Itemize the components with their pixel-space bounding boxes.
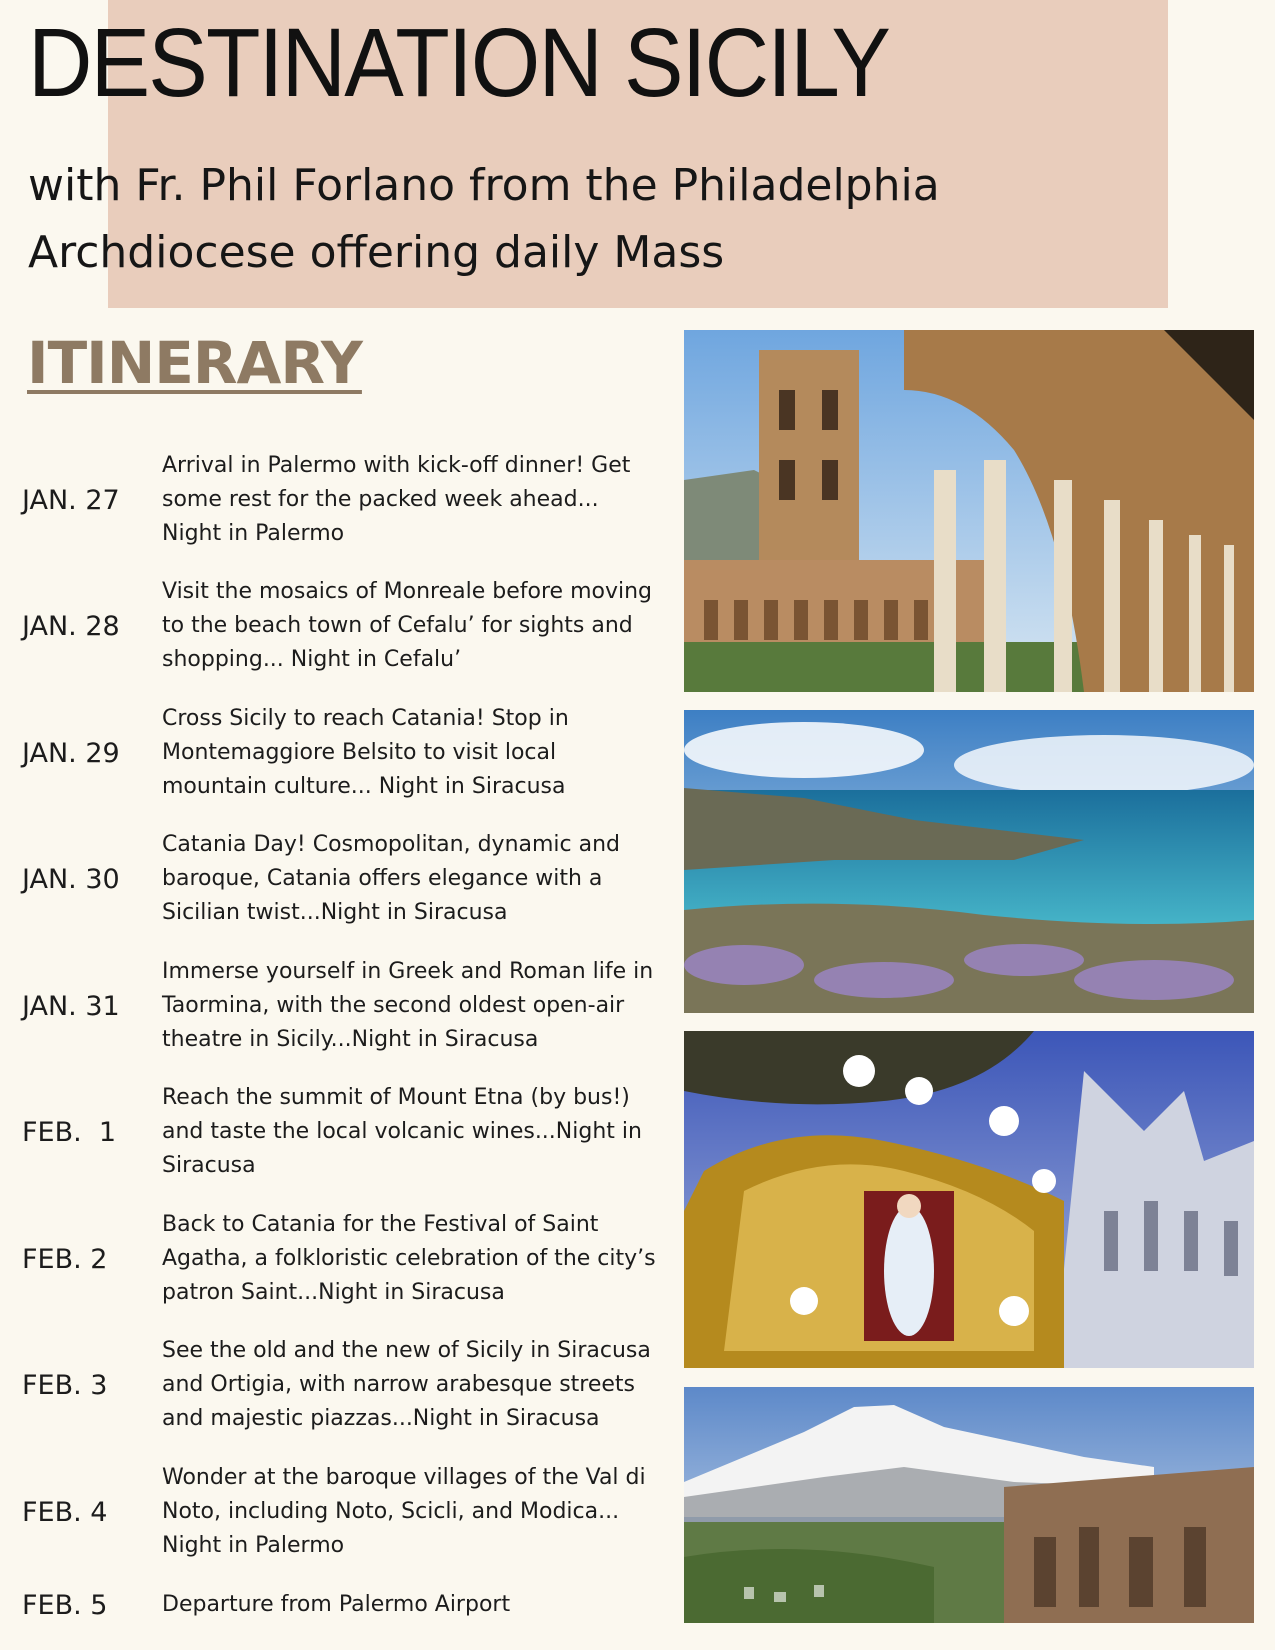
itinerary-description: Back to Catania for the Festival of Saint Agatha, a folkloristic celebration of the city’s patron Saint...Night in Siracusa	[162, 1212, 656, 1305]
itinerary-description: Cross Sicily to reach Catania! Stop in Montemaggiore Belsito to visit local mountain culture... Night in Siracusa	[162, 706, 569, 799]
itinerary-description: Arrival in Palermo with kick-off dinner! Get some rest for the packed week ahead... Night in Palermo	[162, 453, 631, 546]
itinerary-item	[0, 1322, 670, 1448]
monreale-cloister-photo	[684, 330, 1254, 692]
itinerary-description: Departure from Palermo Airport	[162, 1592, 511, 1617]
itinerary-date: FEB. 4	[22, 1496, 108, 1528]
page-title: DESTINATION SICILY	[28, 8, 890, 117]
itinerary-item	[0, 437, 670, 563]
itinerary-date: JAN. 31	[22, 990, 120, 1022]
itinerary-item	[0, 563, 670, 689]
itinerary-date: JAN. 28	[22, 610, 120, 642]
mount-etna-theatre-photo	[684, 1387, 1254, 1623]
itinerary-date: JAN. 27	[22, 484, 120, 516]
itinerary-date: FEB. 3	[22, 1369, 108, 1401]
itinerary-item	[0, 1575, 670, 1635]
itinerary-date: JAN. 30	[22, 863, 120, 895]
itinerary-description: See the old and the new of Sicily in Siracusa and Ortigia, with narrow arabesque streets and majestic piazzas...Night in Siracusa	[162, 1338, 651, 1431]
itinerary-description: Immerse yourself in Greek and Roman life in Taormina, with the second oldest open-air theatre in Sicily...Night in Siracusa	[162, 959, 654, 1052]
itinerary-description: Reach the summit of Mount Etna (by bus!) and taste the local volcanic wines...Night in Siracusa	[162, 1085, 642, 1178]
itinerary-item	[0, 1449, 670, 1575]
itinerary-description: Catania Day! Cosmopolitan, dynamic and baroque, Catania offers elegance with a Sicilian twist...Night in Siracusa	[162, 832, 621, 925]
itinerary-description: Wonder at the baroque villages of the Val di Noto, including Noto, Scicli, and Modica... Night in Palermo	[162, 1465, 646, 1558]
itinerary-item	[0, 1196, 670, 1322]
itinerary-heading: ITINERARY	[27, 329, 362, 397]
itinerary-item	[0, 1069, 670, 1195]
itinerary-date: FEB. 1	[22, 1116, 117, 1148]
coastline-photo	[684, 710, 1254, 1013]
saint-agatha-festival-photo	[684, 1031, 1254, 1368]
itinerary-item	[0, 690, 670, 816]
itinerary-date: FEB. 2	[22, 1243, 108, 1275]
itinerary-item	[0, 943, 670, 1069]
page-subtitle: with Fr. Phil Forlano from the Philadelphia Archdiocese offering daily Mass	[28, 160, 940, 278]
itinerary-date: FEB. 5	[22, 1589, 108, 1621]
itinerary-date: JAN. 29	[22, 737, 120, 769]
itinerary-description: Visit the mosaics of Monreale before moving to the beach town of Cefalu’ for sights and shopping... Night in Cefalu’	[162, 579, 652, 672]
itinerary-item	[0, 816, 670, 942]
